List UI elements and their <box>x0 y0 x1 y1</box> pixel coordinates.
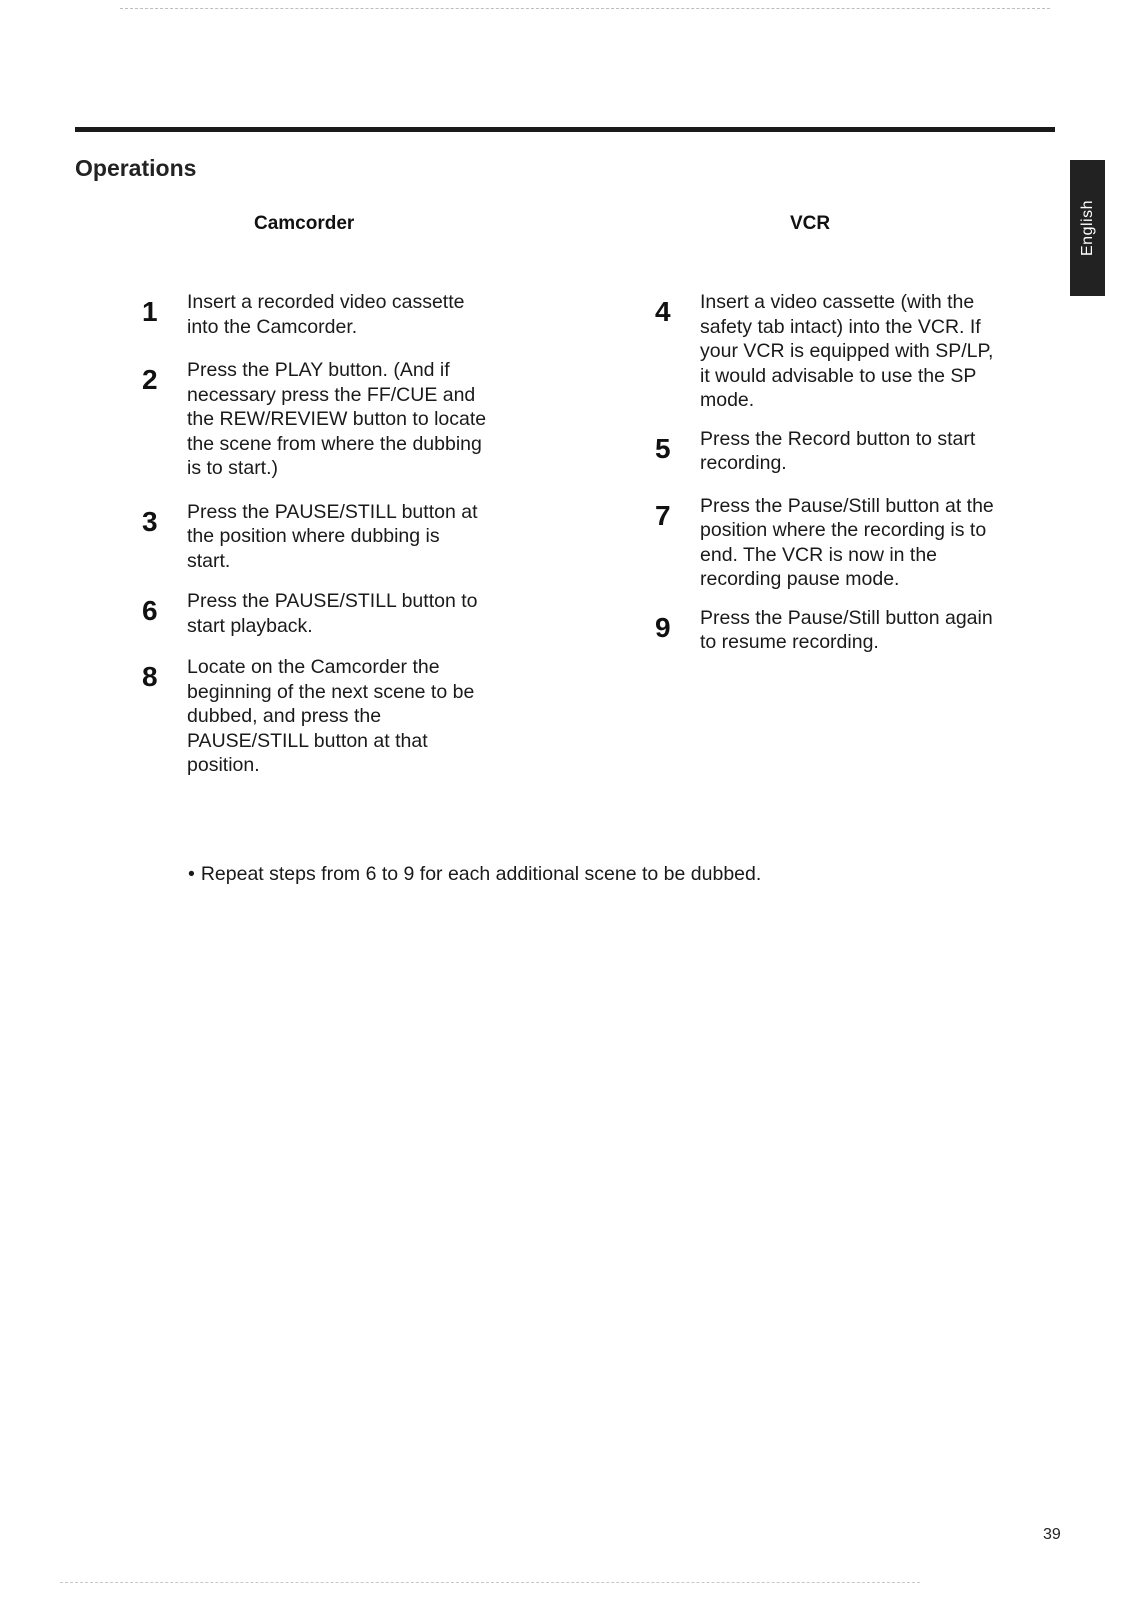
step-number: 2 <box>142 364 158 395</box>
step-number: 6 <box>142 595 158 626</box>
step-number: 9 <box>655 611 671 643</box>
scan-artifact-bottom <box>60 1582 920 1587</box>
step-item <box>142 589 502 638</box>
step-number: 4 <box>655 296 671 327</box>
vcr-heading: VCR <box>790 213 831 234</box>
camcorder-heading: Camcorder <box>254 213 355 234</box>
step-item <box>655 427 1015 476</box>
step-number: 7 <box>655 499 671 531</box>
scan-artifact-top <box>120 8 1050 13</box>
repeat-note <box>188 863 761 886</box>
step-number: 5 <box>655 432 671 464</box>
step-number: 8 <box>142 661 158 692</box>
step-text: Insert a video cassette (with the safety tab intact) into the VCR. If your VCR is equipped with SP/LP, it would advisable to use the SP mode. <box>700 291 994 411</box>
step-item <box>142 500 502 574</box>
step-item <box>142 358 502 481</box>
step-text: Press the Pause/Still button again to resume recording. <box>700 606 993 653</box>
step-text: Press the PLAY button. (And if necessary press the FF/CUE and the REW/REVIEW button to locate the scene from where the dubbing is to start.) <box>187 359 487 479</box>
step-text: Press the PAUSE/STILL button to start playback. <box>187 590 478 637</box>
section-title: Operations <box>75 155 197 181</box>
page-number: 39 <box>1043 1526 1061 1543</box>
bullet-icon: • <box>188 863 195 885</box>
step-item <box>142 290 502 339</box>
step-text: Locate on the Camcorder the beginning of the next scene to be dubbed, and press the PAUSE/STILL button at that position. <box>187 656 475 776</box>
step-text: Press the Record button to start recording. <box>700 427 976 474</box>
step-item <box>655 494 1015 592</box>
step-text: Press the PAUSE/STILL button at the position where dubbing is start. <box>187 500 478 572</box>
step-item <box>142 655 502 778</box>
step-text: Press the Pause/Still button at the position where the recording is to end. The VCR is now in the recording pause mode. <box>700 494 994 590</box>
note-text: Repeat steps from 6 to 9 for each additional scene to be dubbed. <box>200 863 762 885</box>
language-tab-label: English <box>1078 200 1096 256</box>
step-item <box>655 290 1015 413</box>
language-tab <box>1070 160 1105 296</box>
step-number: 1 <box>142 296 158 327</box>
camcorder-steps <box>142 290 502 778</box>
step-text: Insert a recorded video cassette into the Camcorder. <box>187 291 465 338</box>
step-number: 3 <box>142 505 158 537</box>
step-item <box>655 606 1015 655</box>
header-rule <box>75 127 1055 132</box>
vcr-steps <box>655 290 1015 655</box>
